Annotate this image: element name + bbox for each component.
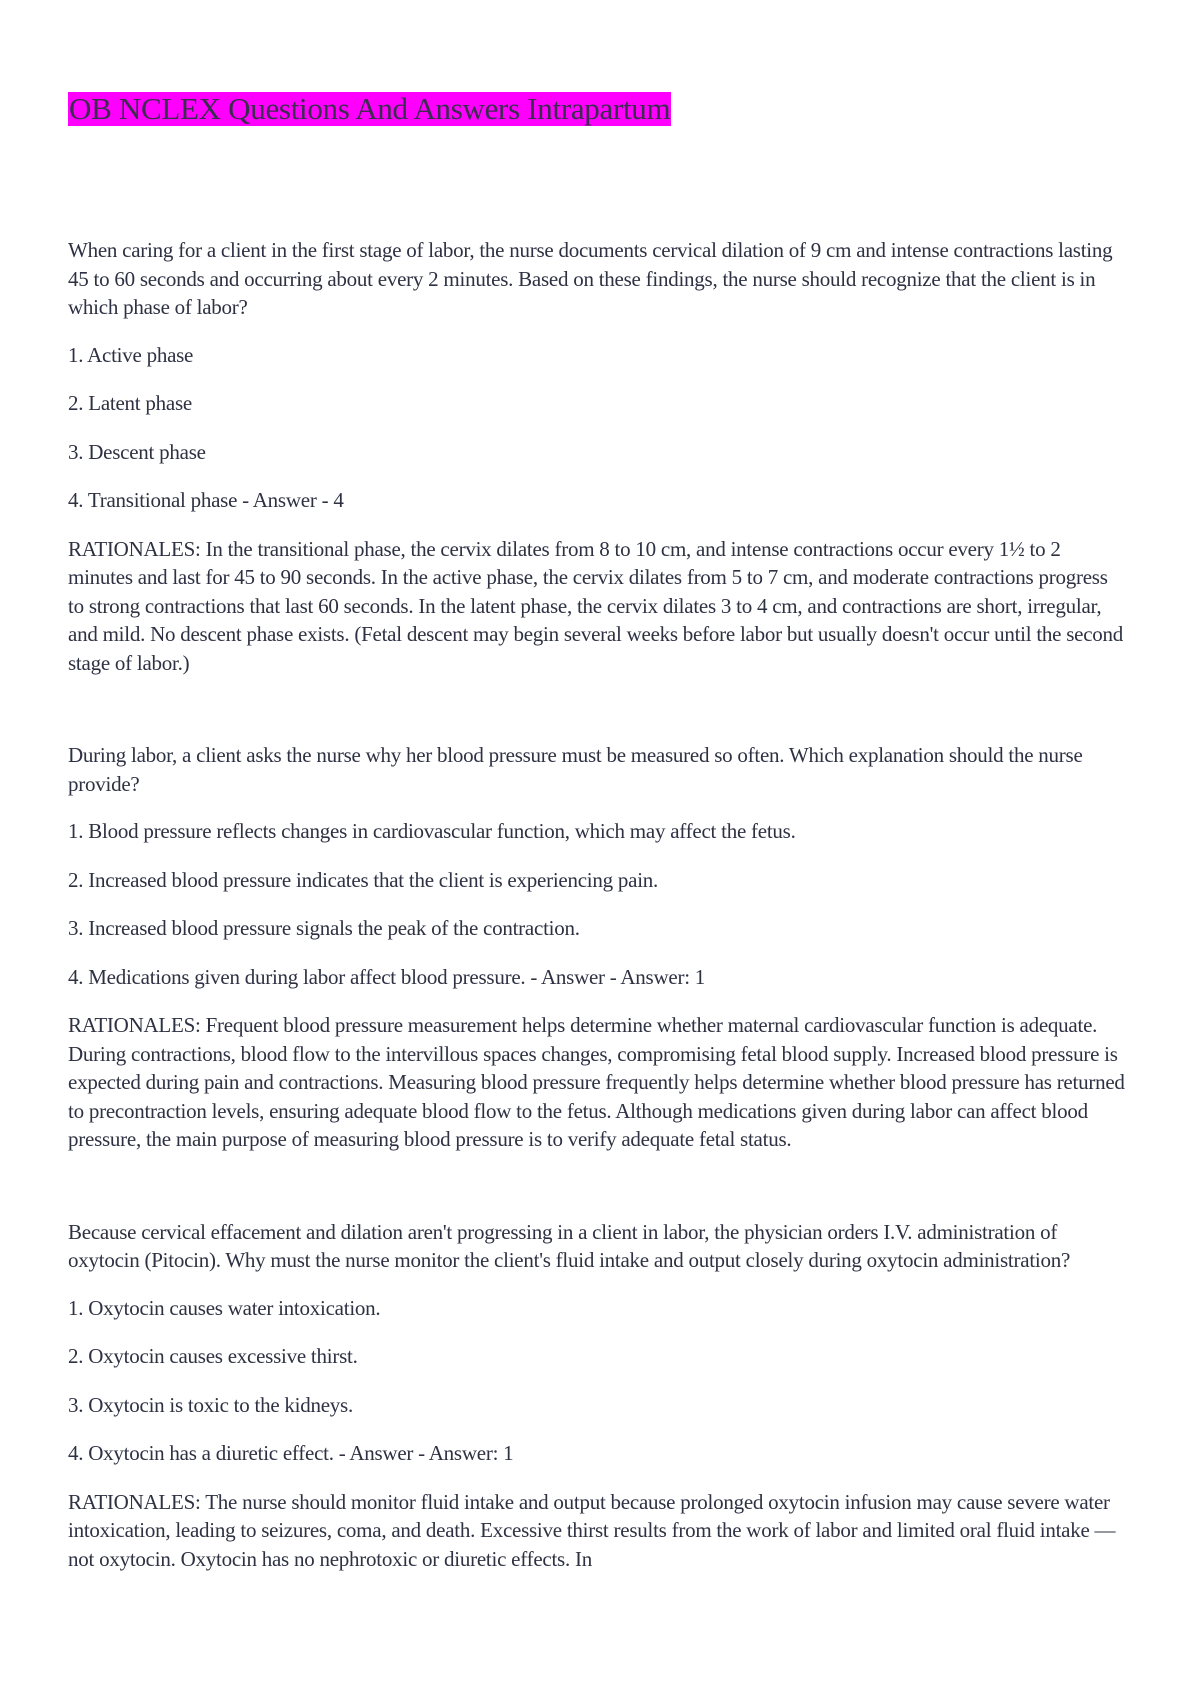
question-stem: When caring for a client in the first stage of labor, the nurse documents cervical dilation of 9 cm and intense contractions lasting 45 to 60 seconds and occurring about every 2 minutes. Based on these findings, the nurse should recognize that the client is in which phase of labor? — [68, 238, 1113, 319]
answer-option-1: 1. Active phase — [68, 342, 194, 367]
document-body — [68, 236, 1128, 1573]
question-stem: During labor, a client asks the nurse why her blood pressure must be measured so often. Which explanation should the nurse provide? — [68, 743, 1083, 796]
answer-option-3: 3. Increased blood pressure signals the peak of the contraction. — [68, 916, 580, 940]
rationale-text: RATIONALES: The nurse should monitor fluid intake and output because prolonged oxytocin infusion may cause severe water intoxication, leading to seizures, coma, and death. Excessive thirst results from the work of labor and limited oral fluid intake — not oxytocin. Oxytocin has no nephrotoxic or diuretic effects. In — [68, 1489, 1116, 1571]
answer-option-3: 3. Descent phase — [68, 439, 206, 464]
question-stem: Because cervical effacement and dilation aren't progressing in a client in labor, the physician orders I.V. administration of oxytocin (Pitocin). Why must the nurse monitor the client's fluid intake and output closely during oxytocin administration? — [68, 1219, 1071, 1272]
answer-option-1: 1. Oxytocin causes water intoxication. — [68, 1295, 381, 1320]
answer-option-2: 2. Oxytocin causes excessive thirst. — [68, 1344, 358, 1368]
answer-option-2: 2. Latent phase — [68, 391, 192, 415]
answer-option-4: 4. Medications given during labor affect blood pressure. - Answer - Answer: 1 — [68, 964, 706, 989]
document-title: OB NCLEX Questions And Answers Intrapartum — [69, 91, 671, 126]
rationale-text: RATIONALES: Frequent blood pressure measurement helps determine whether maternal cardiovascular function is adequate. During contractions, blood flow to the intervillous spaces changes, compromising fetal blood supply. Increased blood pressure is expected during pain and contractions. Measuring blood pressure frequently helps determine whether blood pressure has returned to precontraction levels, ensuring adequate blood flow to the fetus. Although medications given during labor can affect blood pressure, the main purpose of measuring blood pressure is to verify adequate fetal status. — [68, 1013, 1125, 1151]
question-2 — [68, 741, 1128, 1154]
question-3 — [68, 1218, 1128, 1574]
question-1 — [68, 236, 1128, 677]
answer-option-4: 4. Oxytocin has a diuretic effect. - Answer - Answer: 1 — [68, 1441, 514, 1465]
answer-option-4: 4. Transitional phase - Answer - 4 — [68, 488, 344, 512]
answer-option-2: 2. Increased blood pressure indicates that the client is experiencing pain. — [68, 867, 659, 892]
answer-option-1: 1. Blood pressure reflects changes in cardiovascular function, which may affect the fetus. — [68, 819, 796, 843]
rationale-text: RATIONALES: In the transitional phase, the cervix dilates from 8 to 10 cm, and intense contractions occur every 1½ to 2 minutes and last for 45 to 90 seconds. In the active phase, the cervix dilates from 5 to 7 cm, and moderate contractions progress to strong contractions that last 60 seconds. In the latent phase, the cervix dilates 3 to 4 cm, and contractions are short, irregular, and mild. No descent phase exists. (Fetal descent may begin several weeks before labor but usually doesn't occur until the second stage of labor.) — [68, 536, 1124, 675]
answer-option-3: 3. Oxytocin is toxic to the kidneys. — [68, 1392, 353, 1417]
